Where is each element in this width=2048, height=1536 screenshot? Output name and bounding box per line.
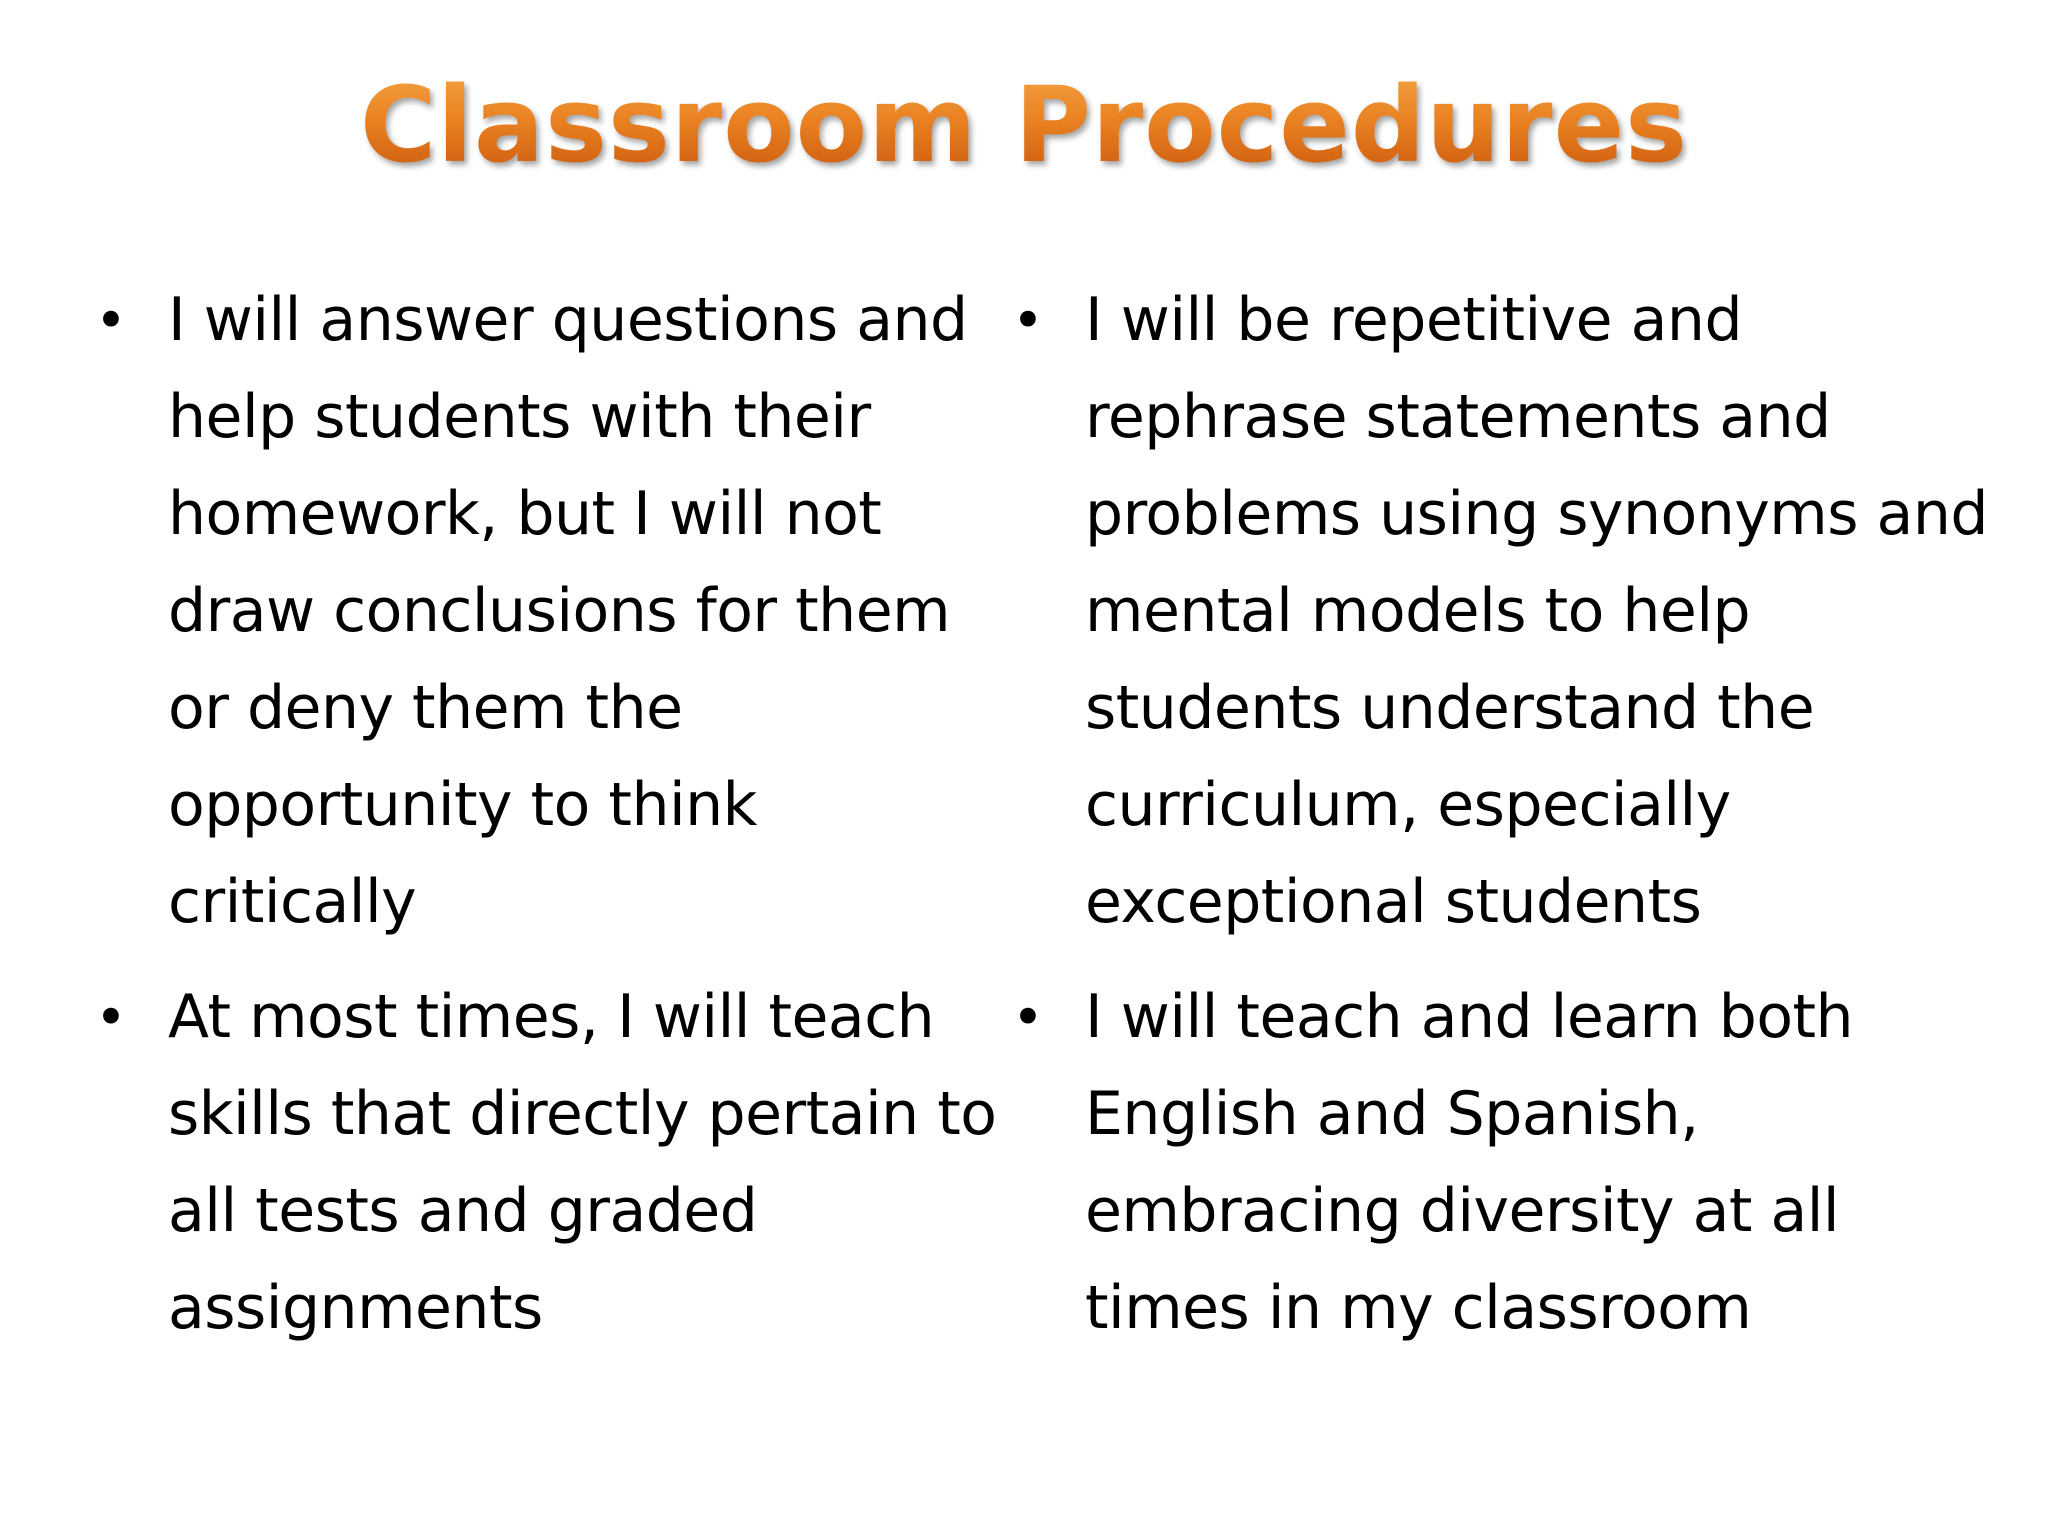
bullet-item	[85, 969, 1005, 1357]
bullet-text: I will be repetitive and rephrase statements and problems using synonyms and mental models to help students understand the curriculum, especially exceptional students	[1085, 285, 1988, 937]
bullet-dot-icon: •	[95, 986, 127, 1049]
bullet-item	[1002, 969, 2002, 1357]
bullet-dot-icon: •	[95, 289, 127, 352]
left-bullet-column	[85, 272, 1005, 1375]
bullet-text: At most times, I will teach skills that directly pertain to all tests and graded assignments	[168, 982, 997, 1343]
right-bullet-column	[1002, 272, 2002, 1375]
bullet-text: I will answer questions and help students with their homework, but I will not draw conclusions for them or deny them the opportunity to think critically	[168, 285, 968, 937]
slide-title: Classroom Procedures	[0, 60, 2048, 190]
bullet-item	[85, 272, 1005, 951]
bullet-text: I will teach and learn both English and Spanish, embracing diversity at all times in my classroom	[1085, 982, 1854, 1343]
bullet-dot-icon: •	[1012, 289, 1044, 352]
bullet-dot-icon: •	[1012, 986, 1044, 1049]
bullet-item	[1002, 272, 2002, 951]
